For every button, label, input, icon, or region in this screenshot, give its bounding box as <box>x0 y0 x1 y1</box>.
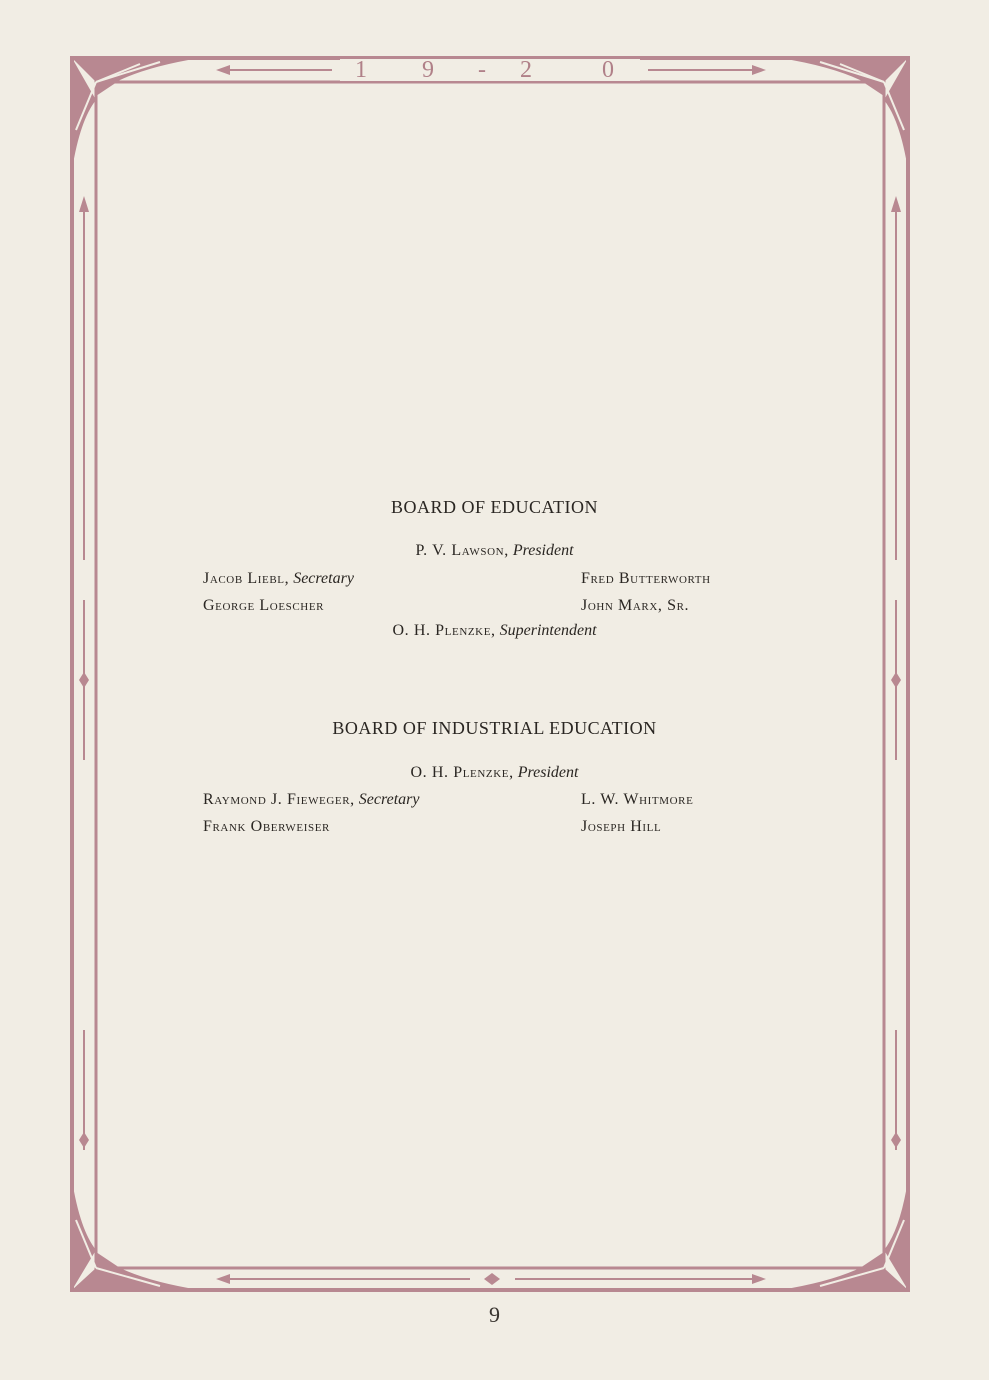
secretary-role: Secretary <box>358 791 420 808</box>
page-number: 9 <box>489 1302 500 1327</box>
superintendent-line <box>0 622 989 640</box>
year-digit: 1 <box>355 57 367 83</box>
member-name: Joseph Hill <box>581 818 662 835</box>
year-digit: 9 <box>422 57 434 83</box>
president-name: P. V. Lawson, <box>415 542 509 559</box>
member-name: Fred Butterworth <box>581 570 711 587</box>
member-name: George Loescher <box>203 597 325 614</box>
president-line <box>0 764 989 782</box>
secretary-role: Secretary <box>293 570 354 587</box>
member-name: Frank Oberweiser <box>203 818 330 835</box>
year-digit: 0 <box>602 57 614 83</box>
president-name: O. H. Plenzke, <box>410 764 514 781</box>
secretary-line <box>203 570 354 588</box>
secretary-name: Jacob Liebl, <box>203 570 290 587</box>
superintendent-name: O. H. Plenzke, <box>392 622 496 639</box>
section-heading: BOARD OF EDUCATION <box>390 497 598 517</box>
year-digit: 2 <box>520 57 532 83</box>
secretary-name: Raymond J. Fieweger, <box>203 791 355 808</box>
secretary-line <box>203 791 420 809</box>
member-name: John Marx, Sr. <box>581 597 690 614</box>
year-digit: - <box>478 57 486 83</box>
president-role: President <box>517 764 579 781</box>
superintendent-role: Superintendent <box>499 622 597 639</box>
president-role: President <box>512 542 574 559</box>
section-heading: BOARD OF INDUSTRIAL EDUCATION <box>332 718 657 738</box>
member-name: L. W. Whitmore <box>581 791 694 808</box>
president-line <box>0 542 989 560</box>
